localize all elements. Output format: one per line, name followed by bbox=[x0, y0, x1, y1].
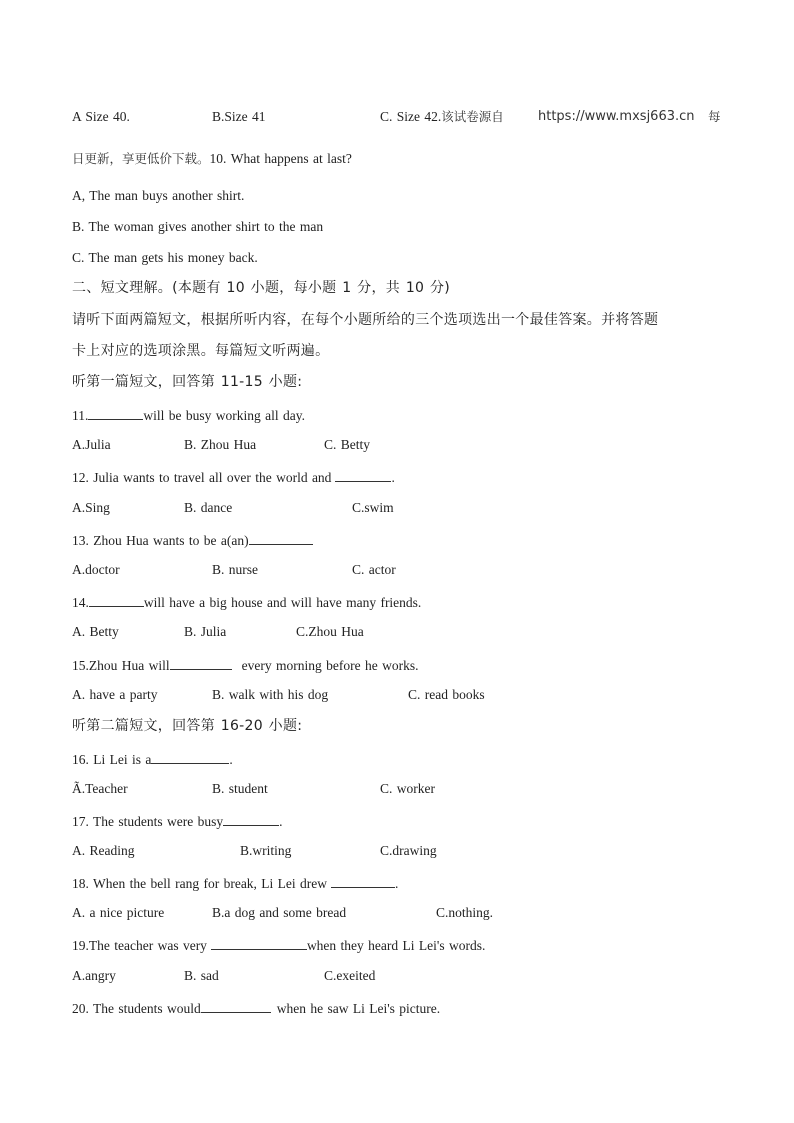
q13-option-c: C. actor bbox=[352, 562, 396, 577]
q17-option-a: A. Reading bbox=[72, 843, 135, 858]
q17-option-b: B.writing bbox=[240, 843, 292, 858]
q18-stem: 18. When the bell rang for break, Li Lei drew . bbox=[72, 873, 398, 893]
watermark-url[interactable]: https://www.mxsj663.cn bbox=[538, 109, 695, 124]
q19-option-c: C.exeited bbox=[324, 968, 376, 983]
q15-option-b: B. walk with his dog bbox=[212, 687, 329, 702]
q14-option-a: A. Betty bbox=[72, 624, 119, 639]
q17-stem: 17. The students were busy . bbox=[72, 811, 282, 831]
q12-option-c: C.swim bbox=[352, 500, 394, 515]
section2-title: 二、短文理解。(本题有 10 小题，每小题 1 分，共 10 分) bbox=[72, 280, 451, 296]
q19-stem: 19.The teacher was very when they heard Li Lei's words. bbox=[72, 935, 485, 955]
q13-stem: 13. Zhou Hua wants to be a(an) bbox=[72, 530, 313, 550]
watermark-text-tail: 每 bbox=[708, 109, 721, 124]
q11-option-b: B. Zhou Hua bbox=[184, 437, 257, 452]
watermark-text: 该试卷源自 bbox=[441, 109, 504, 124]
q18-option-c: C.nothing. bbox=[436, 905, 494, 920]
q16-option-b: B. student bbox=[212, 781, 268, 796]
answer-blank bbox=[170, 655, 232, 670]
q15-option-c: C. read books bbox=[408, 687, 485, 702]
q20-stem: 20. The students would when he saw Li Lei's picture. bbox=[72, 998, 440, 1018]
q17-option-c: C.drawing bbox=[380, 843, 437, 858]
q16-option-c: C. worker bbox=[380, 781, 435, 796]
passage2-heading: 听第二篇短文，回答第 16-20 小题: bbox=[72, 718, 303, 734]
q12-stem: 12. Julia wants to travel all over the world and . bbox=[72, 467, 395, 487]
watermark-text-cont: 日更新，享更低价下载。 bbox=[72, 151, 210, 166]
q9-option-a: A Size 40. bbox=[72, 109, 130, 124]
q15-stem: 15.Zhou Hua will every morning before he works. bbox=[72, 655, 418, 675]
q16-stem: 16. Li Lei is a . bbox=[72, 749, 233, 769]
q10-stem-line bbox=[72, 150, 352, 168]
q10-option-b: B. The woman gives another shirt to the man bbox=[72, 219, 324, 234]
q10-option-a: A, The man buys another shirt. bbox=[72, 188, 245, 203]
answer-blank bbox=[249, 530, 313, 545]
q13-option-b: B. nurse bbox=[212, 562, 258, 577]
q19-option-a: A.angry bbox=[72, 968, 116, 983]
section2-instruction-1: 请听下面两篇短文，根据所听内容，在每个小题所给的三个选项选出一个最佳答案。并将答题 bbox=[72, 312, 659, 328]
q14-option-b: B. Julia bbox=[184, 624, 227, 639]
q14-stem: 14. will have a big house and will have many friends. bbox=[72, 592, 421, 612]
q11-option-a: A.Julia bbox=[72, 437, 111, 452]
answer-blank bbox=[331, 873, 395, 888]
answer-blank bbox=[223, 811, 279, 826]
q10-stem: 10. What happens at last? bbox=[209, 151, 352, 166]
answer-blank bbox=[89, 592, 144, 607]
answer-blank bbox=[88, 405, 143, 420]
passage1-heading: 听第一篇短文，回答第 11-15 小题: bbox=[72, 374, 303, 390]
q18-option-a: A. a nice picture bbox=[72, 905, 165, 920]
q11-option-c: C. Betty bbox=[324, 437, 371, 452]
answer-blank bbox=[335, 467, 391, 482]
answer-blank bbox=[211, 935, 307, 950]
q10-option-c: C. The man gets his money back. bbox=[72, 250, 258, 265]
section2-instruction-2: 卡上对应的选项涂黑。每篇短文听两遍。 bbox=[72, 343, 330, 359]
answer-blank bbox=[201, 998, 271, 1013]
q14-option-c: C.Zhou Hua bbox=[296, 624, 364, 639]
q19-option-b: B. sad bbox=[184, 968, 219, 983]
q12-option-a: A.Sing bbox=[72, 500, 110, 515]
q16-option-a: Ã.Teacher bbox=[72, 781, 128, 796]
q13-option-a: A.doctor bbox=[72, 562, 120, 577]
q9-option-b: B.Size 41 bbox=[212, 109, 266, 124]
q18-option-b: B.a dog and some bread bbox=[212, 905, 347, 920]
q15-option-a: A. have a party bbox=[72, 687, 158, 702]
answer-blank bbox=[151, 749, 229, 764]
q11-stem: 11. will be busy working all day. bbox=[72, 405, 305, 425]
q12-option-b: B. dance bbox=[184, 500, 233, 515]
q9-option-c: C. Size 42.该试卷源自 bbox=[380, 109, 504, 124]
